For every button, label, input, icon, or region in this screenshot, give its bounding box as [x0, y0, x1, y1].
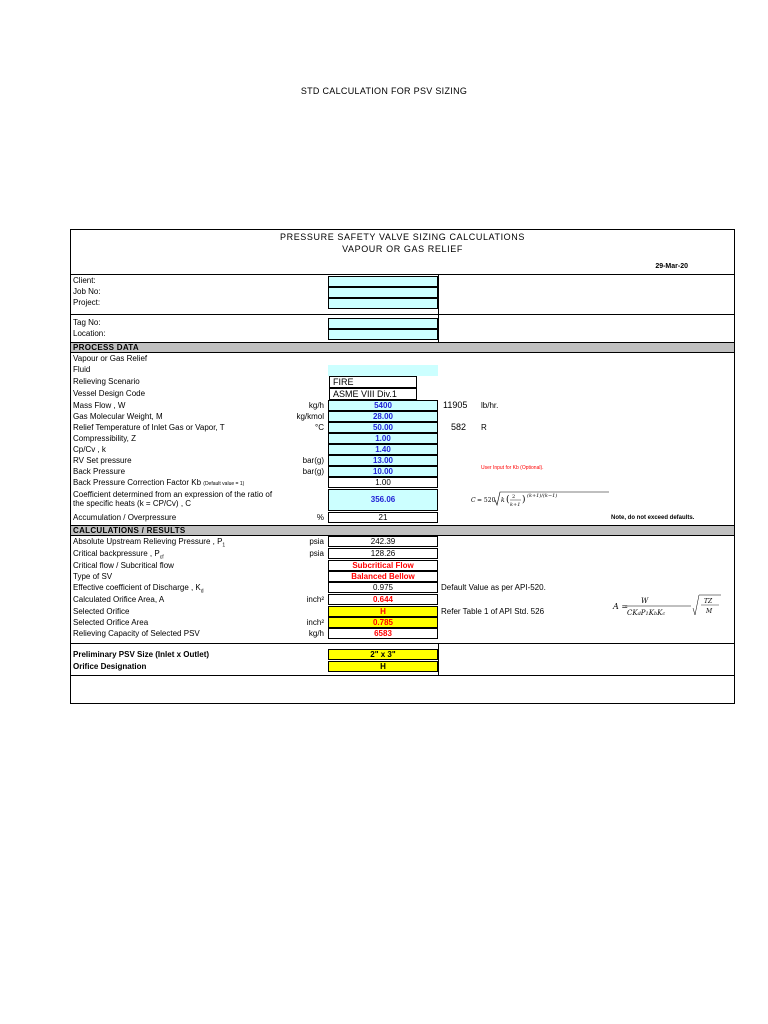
p1-unit: psia	[309, 537, 324, 546]
k-label: Cp/Cv , k	[73, 445, 106, 454]
svg-text:(: (	[506, 495, 510, 505]
scenario-select[interactable]: FIRE	[329, 376, 417, 388]
section-results: CALCULATIONS / RESULTS	[71, 525, 734, 536]
set-pressure-label: RV Set pressure	[73, 456, 132, 465]
mw-unit: kg/kmol	[296, 412, 324, 421]
code-select[interactable]: ASME VIII Div.1	[329, 388, 417, 400]
kd-label: Effective coefficient of Discharge , $K_d$	[73, 583, 204, 595]
sheet-heading-line2: VAPOUR OR GAS RELIEF	[342, 244, 463, 254]
designation-value: H	[328, 661, 438, 672]
accum-label: Accumulation / Overpressure	[73, 513, 177, 522]
mw-input[interactable]: 28.00	[328, 411, 438, 422]
selected-area-value: 0.785	[328, 617, 438, 628]
relief-type-label: Vapour or Gas Relief	[73, 354, 148, 363]
capacity-unit: kg/h	[308, 629, 324, 638]
kd-value: 0.975	[328, 582, 438, 593]
capacity-label: Relieving Capacity of Selected PSV	[73, 629, 200, 638]
svg-text:M: M	[706, 608, 713, 615]
accum-note: Note, do not exceed defaults.	[611, 515, 695, 521]
sv-type-value: Balanced Bellow	[328, 571, 438, 582]
mass-flow-alt-unit: lb/hr.	[481, 401, 499, 410]
scenario-label: Relieving Scenario	[73, 377, 140, 386]
c-label: Coefficient determined from an expression of the ratio of the specific heats (k = CP/Cv) , C	[73, 490, 273, 508]
temp-unit: °C	[315, 423, 324, 432]
svg-text:k: k	[501, 497, 505, 504]
accum-input[interactable]: 21	[328, 512, 438, 523]
orifice-label: Selected Orifice	[73, 607, 130, 616]
back-pressure-input[interactable]: 10.00	[328, 466, 438, 477]
divider	[71, 675, 734, 676]
divider	[438, 314, 439, 342]
flow-value: Subcritical Flow	[328, 560, 438, 571]
temp-input[interactable]: 50.00	[328, 422, 438, 433]
job-no-input[interactable]	[328, 287, 438, 298]
job-no-label: Job No:	[73, 287, 101, 296]
k-input[interactable]: 1.40	[328, 444, 438, 455]
project-label: Project:	[73, 298, 101, 307]
area-label: Calculated Orifice Area, A	[73, 595, 165, 604]
svg-text:A =: A =	[613, 602, 629, 611]
svg-text:= 520: = 520	[477, 497, 496, 504]
svg-text:TZ: TZ	[704, 598, 713, 605]
p1-value: 242.39	[328, 536, 438, 547]
kd-note: Default Value as per API-520.	[441, 583, 546, 592]
designation-label: Orifice Designation	[73, 662, 147, 671]
back-pressure-unit: bar(g)	[302, 467, 324, 476]
pcf-label: Critical backpressure , $P_{cf}$	[73, 549, 164, 561]
selected-area-label: Selected Orifice Area	[73, 618, 149, 627]
kb-input[interactable]: 1.00	[328, 477, 438, 488]
divider	[71, 643, 734, 644]
psv-size-value: 2" x 3"	[328, 649, 438, 660]
divider	[71, 274, 734, 275]
c-value: 356.06	[328, 489, 438, 511]
project-input[interactable]	[328, 298, 438, 309]
svg-text:CKdP1KbKc: CKdP1KbKc	[627, 609, 666, 617]
fluid-label: Fluid	[73, 365, 91, 374]
sheet-heading-line1: PRESSURE SAFETY VALVE SIZING CALCULATIONS	[280, 232, 525, 242]
z-label: Compressibility, Z	[73, 434, 136, 443]
svg-text:W: W	[641, 597, 649, 605]
svg-text:C: C	[471, 497, 476, 504]
z-input[interactable]: 1.00	[328, 433, 438, 444]
flow-label: Critical flow / Subcritical flow	[73, 561, 174, 570]
divider	[438, 274, 439, 314]
orifice-note: Refer Table 1 of API Std. 526	[441, 607, 545, 616]
pcf-unit: psia	[309, 549, 324, 558]
client-input[interactable]	[328, 276, 438, 287]
set-pressure-input[interactable]: 13.00	[328, 455, 438, 466]
mass-flow-alt: 11905	[443, 400, 468, 410]
orifice-value: H	[328, 606, 438, 617]
temp-alt: 582	[451, 422, 467, 432]
divider	[438, 643, 439, 675]
svg-text:2: 2	[512, 494, 516, 500]
svg-text:k+1: k+1	[510, 502, 521, 508]
accum-unit: %	[316, 513, 324, 522]
selected-area-unit: inch²	[306, 618, 324, 627]
mass-flow-input[interactable]: 5400	[328, 400, 438, 411]
client-label: Client:	[73, 276, 96, 285]
mw-label: Gas Molecular Weight, M	[73, 412, 163, 421]
divider	[71, 314, 734, 315]
capacity-value: 6583	[328, 628, 438, 639]
area-value: 0.644	[328, 594, 438, 605]
kb-note: User Input for Kb (Optional).	[481, 465, 544, 471]
temp-alt-unit: R	[481, 423, 487, 432]
kb-label: Back Pressure Correction Factor Kb (Default value = 1)	[73, 478, 245, 487]
tag-no-label: Tag No:	[73, 318, 101, 327]
tag-no-input[interactable]	[328, 318, 438, 329]
sv-type-label: Type of SV	[73, 572, 113, 581]
sheet-date: 29-Mar-20	[655, 263, 688, 270]
c-formula	[469, 488, 619, 510]
p1-label: Absolute Upstream Relieving Pressure , $P_1$	[73, 537, 226, 549]
location-label: Location:	[73, 329, 106, 338]
code-label: Vessel Design Code	[73, 389, 146, 398]
psv-size-label: Preliminary PSV Size (Inlet x Outlet)	[73, 650, 210, 659]
pcf-value: 128.26	[328, 548, 438, 559]
svg-text:(k+1)/(k−1): (k+1)/(k−1)	[527, 493, 558, 499]
section-process-data: PROCESS DATA	[71, 342, 734, 353]
location-input[interactable]	[328, 329, 438, 340]
calculation-sheet	[70, 229, 735, 704]
svg-text:): )	[522, 495, 526, 505]
mass-flow-label: Mass Flow , W	[73, 401, 126, 410]
set-pressure-unit: bar(g)	[302, 456, 324, 465]
mass-flow-unit: kg/h	[308, 401, 324, 410]
area-unit: inch²	[306, 595, 324, 604]
fluid-input[interactable]	[328, 365, 438, 376]
temp-label: Relief Temperature of Inlet Gas or Vapor, T	[73, 423, 225, 432]
area-formula	[611, 592, 731, 624]
document-title: STD CALCULATION FOR PSV SIZING	[300, 86, 468, 96]
back-pressure-label: Back Pressure	[73, 467, 126, 476]
